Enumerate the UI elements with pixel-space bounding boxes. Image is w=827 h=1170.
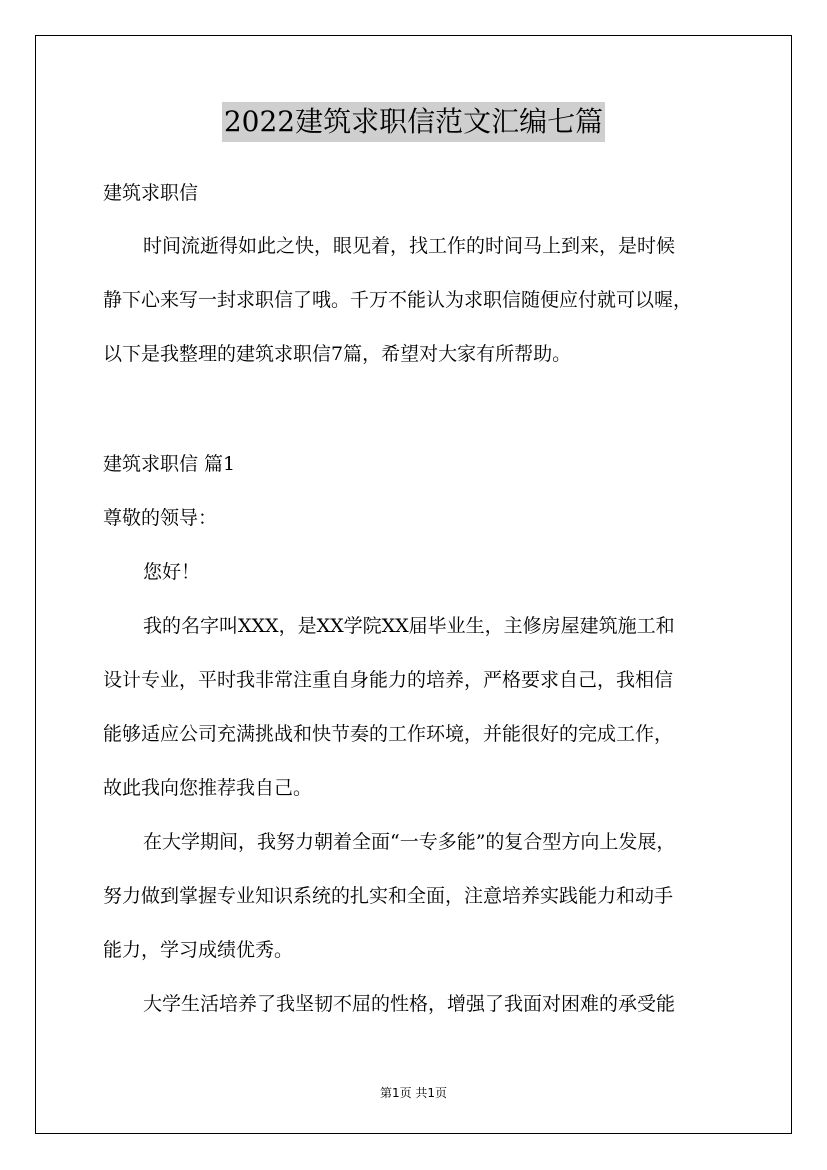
section-heading: 建筑求职信 xyxy=(103,182,199,204)
letter-heading: 建筑求职信 篇1 xyxy=(103,453,236,475)
intro-line-2: 静下心来写一封求职信了哦。千万不能认为求职信随便应付就可以喔， xyxy=(103,289,693,311)
greeting: 您好！ xyxy=(143,561,201,583)
intro-line-3: 以下是我整理的建筑求职信7篇，希望对大家有所帮助。 xyxy=(103,343,572,365)
intro-line-1: 时间流逝得如此之快，眼见着，找工作的时间马上到来，是时候 xyxy=(143,235,676,257)
paragraph-2-line-3: 能力，学习成绩优秀。 xyxy=(103,939,294,961)
title-container xyxy=(0,102,827,142)
paragraph-1-line-3: 能够适应公司充满挑战和快节奏的工作环境，并能很好的完成工作， xyxy=(103,723,674,745)
page-footer: 第1页 共1页 xyxy=(379,1086,448,1100)
paragraph-2-line-2: 努力做到掌握专业知识系统的扎实和全面，注意培养实践能力和动手 xyxy=(103,885,674,907)
salutation: 尊敬的领导： xyxy=(103,507,218,529)
paragraph-2-line-1: 在大学期间，我努力朝着全面“一专多能”的复合型方向上发展， xyxy=(143,831,676,853)
document-title: 2022建筑求职信范文汇编七篇 xyxy=(222,102,605,142)
paragraph-1-line-1: 我的名字叫XXX，是XX学院XX届毕业生，主修房屋建筑施工和 xyxy=(143,615,675,637)
paragraph-1-line-2: 设计专业，平时我非常注重自身能力的培养，严格要求自己，我相信 xyxy=(103,669,674,691)
paragraph-3-line-1: 大学生活培养了我坚韧不屈的性格，增强了我面对困难的承受能 xyxy=(143,993,676,1015)
paragraph-1-line-4: 故此我向您推荐我自己。 xyxy=(103,777,313,799)
